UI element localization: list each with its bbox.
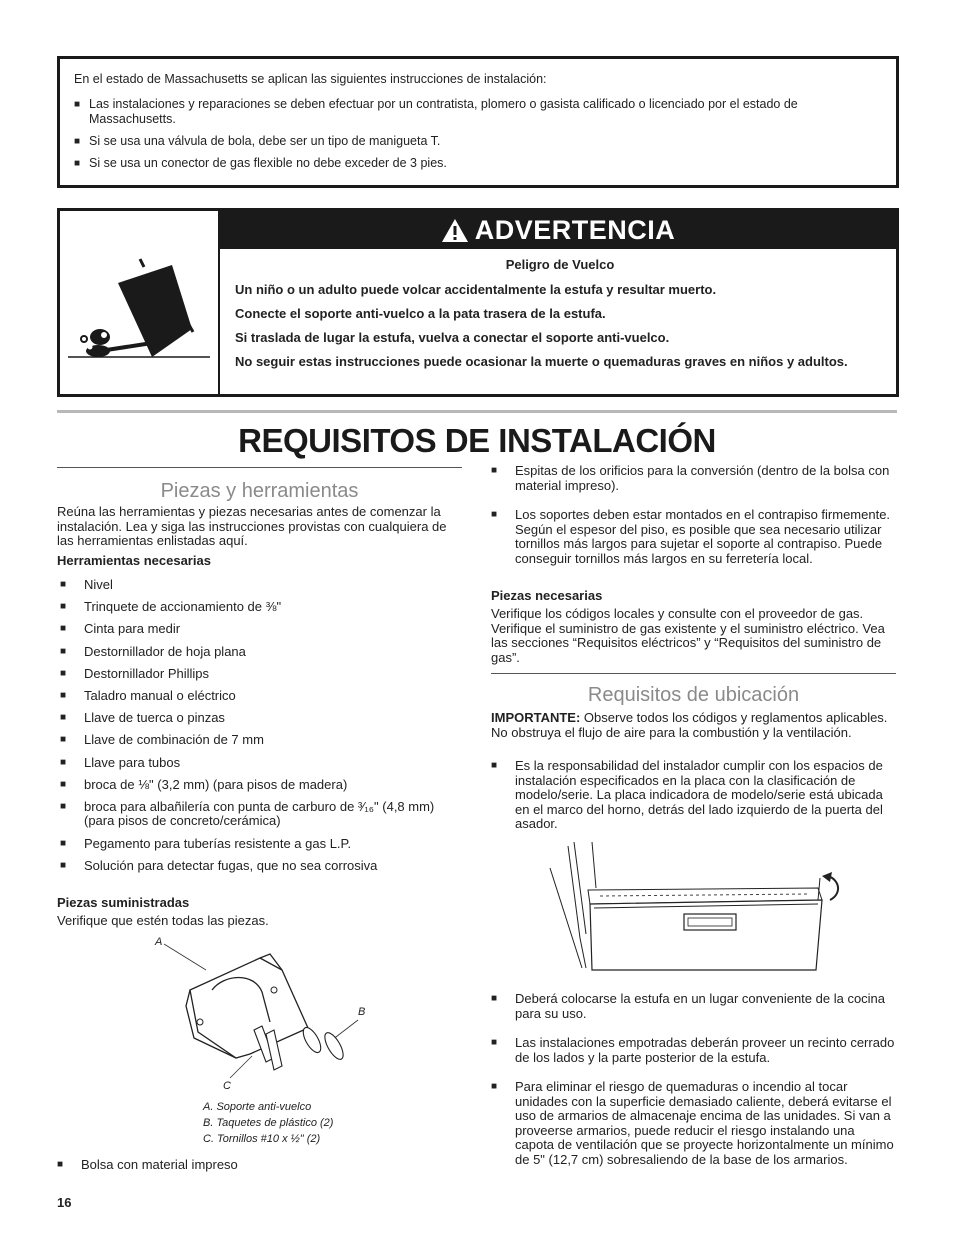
warning-box xyxy=(57,208,899,397)
figure-label-a: A xyxy=(155,936,163,948)
section-title-location: Requisitos de ubicación xyxy=(587,684,800,706)
list-item: ■ Las instalaciones empotradas deberán proveer un recinto cerrado de los lados y la parte posterior de la estufa. xyxy=(488,1036,896,1065)
location-list-top xyxy=(488,759,896,832)
caption-b: B. Taquetes de plástico (2) xyxy=(203,1117,334,1129)
page-number: 16 xyxy=(57,1195,72,1210)
section-title-parts-tools: Piezas y herramientas xyxy=(160,480,359,502)
list-item: ■ Espitas de los orificios para la conversión (dentro de la bolsa con material impreso). xyxy=(488,464,896,493)
warning-heading: ADVERTENCIA xyxy=(474,214,676,245)
tip-over-illustration xyxy=(60,211,220,394)
location-list-bottom xyxy=(488,992,896,1167)
tools-list xyxy=(57,578,462,881)
list-item: ■ Si se usa una válvula de bola, debe ser un tipo de manigueta T. xyxy=(74,134,879,149)
figure-label-b: B xyxy=(358,1006,366,1018)
list-item: ■ Llave de combinación de 7 mm xyxy=(57,733,462,748)
supplied-heading: Piezas suministradas xyxy=(57,895,190,910)
figure-label-c: C xyxy=(223,1080,231,1092)
section-divider xyxy=(57,467,462,468)
tools-heading: Herramientas necesarias xyxy=(57,553,211,568)
list-item: ■ Deberá colocarse la estufa en un lugar conveniente de la cocina para su uso. xyxy=(488,992,896,1021)
massachusetts-intro: En el estado de Massachusetts se aplican las siguientes instrucciones de instalación: xyxy=(74,72,547,86)
important-label: IMPORTANTE: xyxy=(491,710,581,725)
list-item: ■ Llave para tubos xyxy=(57,756,462,771)
supplied-intro: Verifique que estén todas las piezas. xyxy=(57,913,269,928)
supplied-list-continued xyxy=(488,464,896,566)
list-item: ■ Llave de tuerca o pinzas xyxy=(57,711,462,726)
warning-line: Si traslada de lugar la estufa, vuelva a conectar el soporte anti-vuelco. xyxy=(235,330,670,345)
list-item: ■ Trinquete de accionamiento de ⅜" xyxy=(57,600,462,615)
title-divider xyxy=(57,410,897,413)
list-item: ■ Si se usa un conector de gas flexible no debe exceder de 3 pies. xyxy=(74,156,879,171)
model-plate-location-figure xyxy=(540,838,860,973)
list-item: ■ Destornillador de hoja plana xyxy=(57,645,462,660)
list-item: ■ Nivel xyxy=(57,578,462,593)
list-item: ■ Bolsa con material impreso xyxy=(54,1158,459,1173)
list-item: ■ Es la responsabilidad del instalador cumplir con los espacios de instalación especificados en la placa con la clasificación de modelo/serie. La placa indicadora de modelo/serie está ubicada en el marco del horno, detrás del lado izquierdo de la puerta del asador. xyxy=(488,759,896,832)
needed-heading: Piezas necesarias xyxy=(491,588,603,603)
page-title: REQUISITOS DE INSTALACIÓN xyxy=(238,422,716,459)
warning-triangle-icon xyxy=(441,218,469,243)
important-note xyxy=(491,711,896,740)
section-divider xyxy=(491,673,896,674)
list-item: ■ Cinta para medir xyxy=(57,622,462,637)
important-text: Observe todos los códigos y reglamentos aplicables. No obstruya el flujo de aire para la combustión y la ventilación. xyxy=(491,710,888,740)
list-item: ■ Taladro manual o eléctrico xyxy=(57,689,462,704)
warning-body xyxy=(235,257,885,378)
figure-captions xyxy=(203,1099,333,1147)
warning-header xyxy=(220,211,896,249)
list-item: ■ Los soportes deben estar montados en el contrapiso firmemente. Según el espesor del piso, es posible que sea necesario utilizar tornillos más largos para sujetar el soporte al contrapiso. Puede conseguir tornillos más largos en su ferretería local. xyxy=(488,508,896,566)
massachusetts-list xyxy=(74,97,879,178)
supplied-list-last xyxy=(54,1158,459,1173)
parts-intro: Reúna las herramientas y piezas necesarias antes de comenzar la instalación. Lea y siga las instrucciones provistas con cualquiera de las herramientas enlistadas aquí. xyxy=(57,504,447,548)
caption-c: C. Tornillos #10 x ½" (2) xyxy=(203,1133,321,1145)
list-item: ■ Las instalaciones y reparaciones se deben efectuar por un contratista, plomero o gasista calificado o licenciado por el estado de Massachusetts. xyxy=(74,97,879,127)
list-item: ■ Destornillador Phillips xyxy=(57,667,462,682)
list-item: ■ broca para albañilería con punta de carburo de ³⁄₁₆" (4,8 mm) (para pisos de concreto/cerámica) xyxy=(57,800,462,829)
needed-text: Verifique los códigos locales y consulte con el proveedor de gas. Verifique el suministro de gas existente y el suministro eléctrico. Vea las secciones “Requisitos eléctricos” y “Requisitos del suministro de gas”. xyxy=(491,606,885,665)
list-item: ■ Pegamento para tuberías resistente a gas L.P. xyxy=(57,837,462,852)
warning-title: Peligro de Vuelco xyxy=(505,257,615,272)
list-item: ■ Para eliminar el riesgo de quemaduras o incendio al tocar unidades con la superficie demasiado caliente, deberá evitarse el uso de armarios de almacenaje encima de las unidades. Si van a proveerse armarios, puede reducir el riesgo instalando una capota de ventilación que se proyecte horizontalmente un mínimo de 5" (12,7 cm) sobresaliendo de la base de los armarios. xyxy=(488,1080,896,1167)
warning-line: No seguir estas instrucciones puede ocasionar la muerte o quemaduras graves en niños y adultos. xyxy=(235,354,848,369)
list-item: ■ broca de ⅛" (3,2 mm) (para pisos de madera) xyxy=(57,778,462,793)
massachusetts-notice-box xyxy=(57,56,899,188)
anti-tip-bracket-figure xyxy=(150,930,370,1090)
warning-line: Conecte el soporte anti-vuelco a la pata trasera de la estufa. xyxy=(235,306,606,321)
warning-line: Un niño o un adulto puede volcar accidentalmente la estufa y resultar muerto. xyxy=(235,282,717,297)
list-item: ■ Solución para detectar fugas, que no sea corrosiva xyxy=(57,859,462,874)
caption-a: A. Soporte anti-vuelco xyxy=(203,1101,312,1113)
